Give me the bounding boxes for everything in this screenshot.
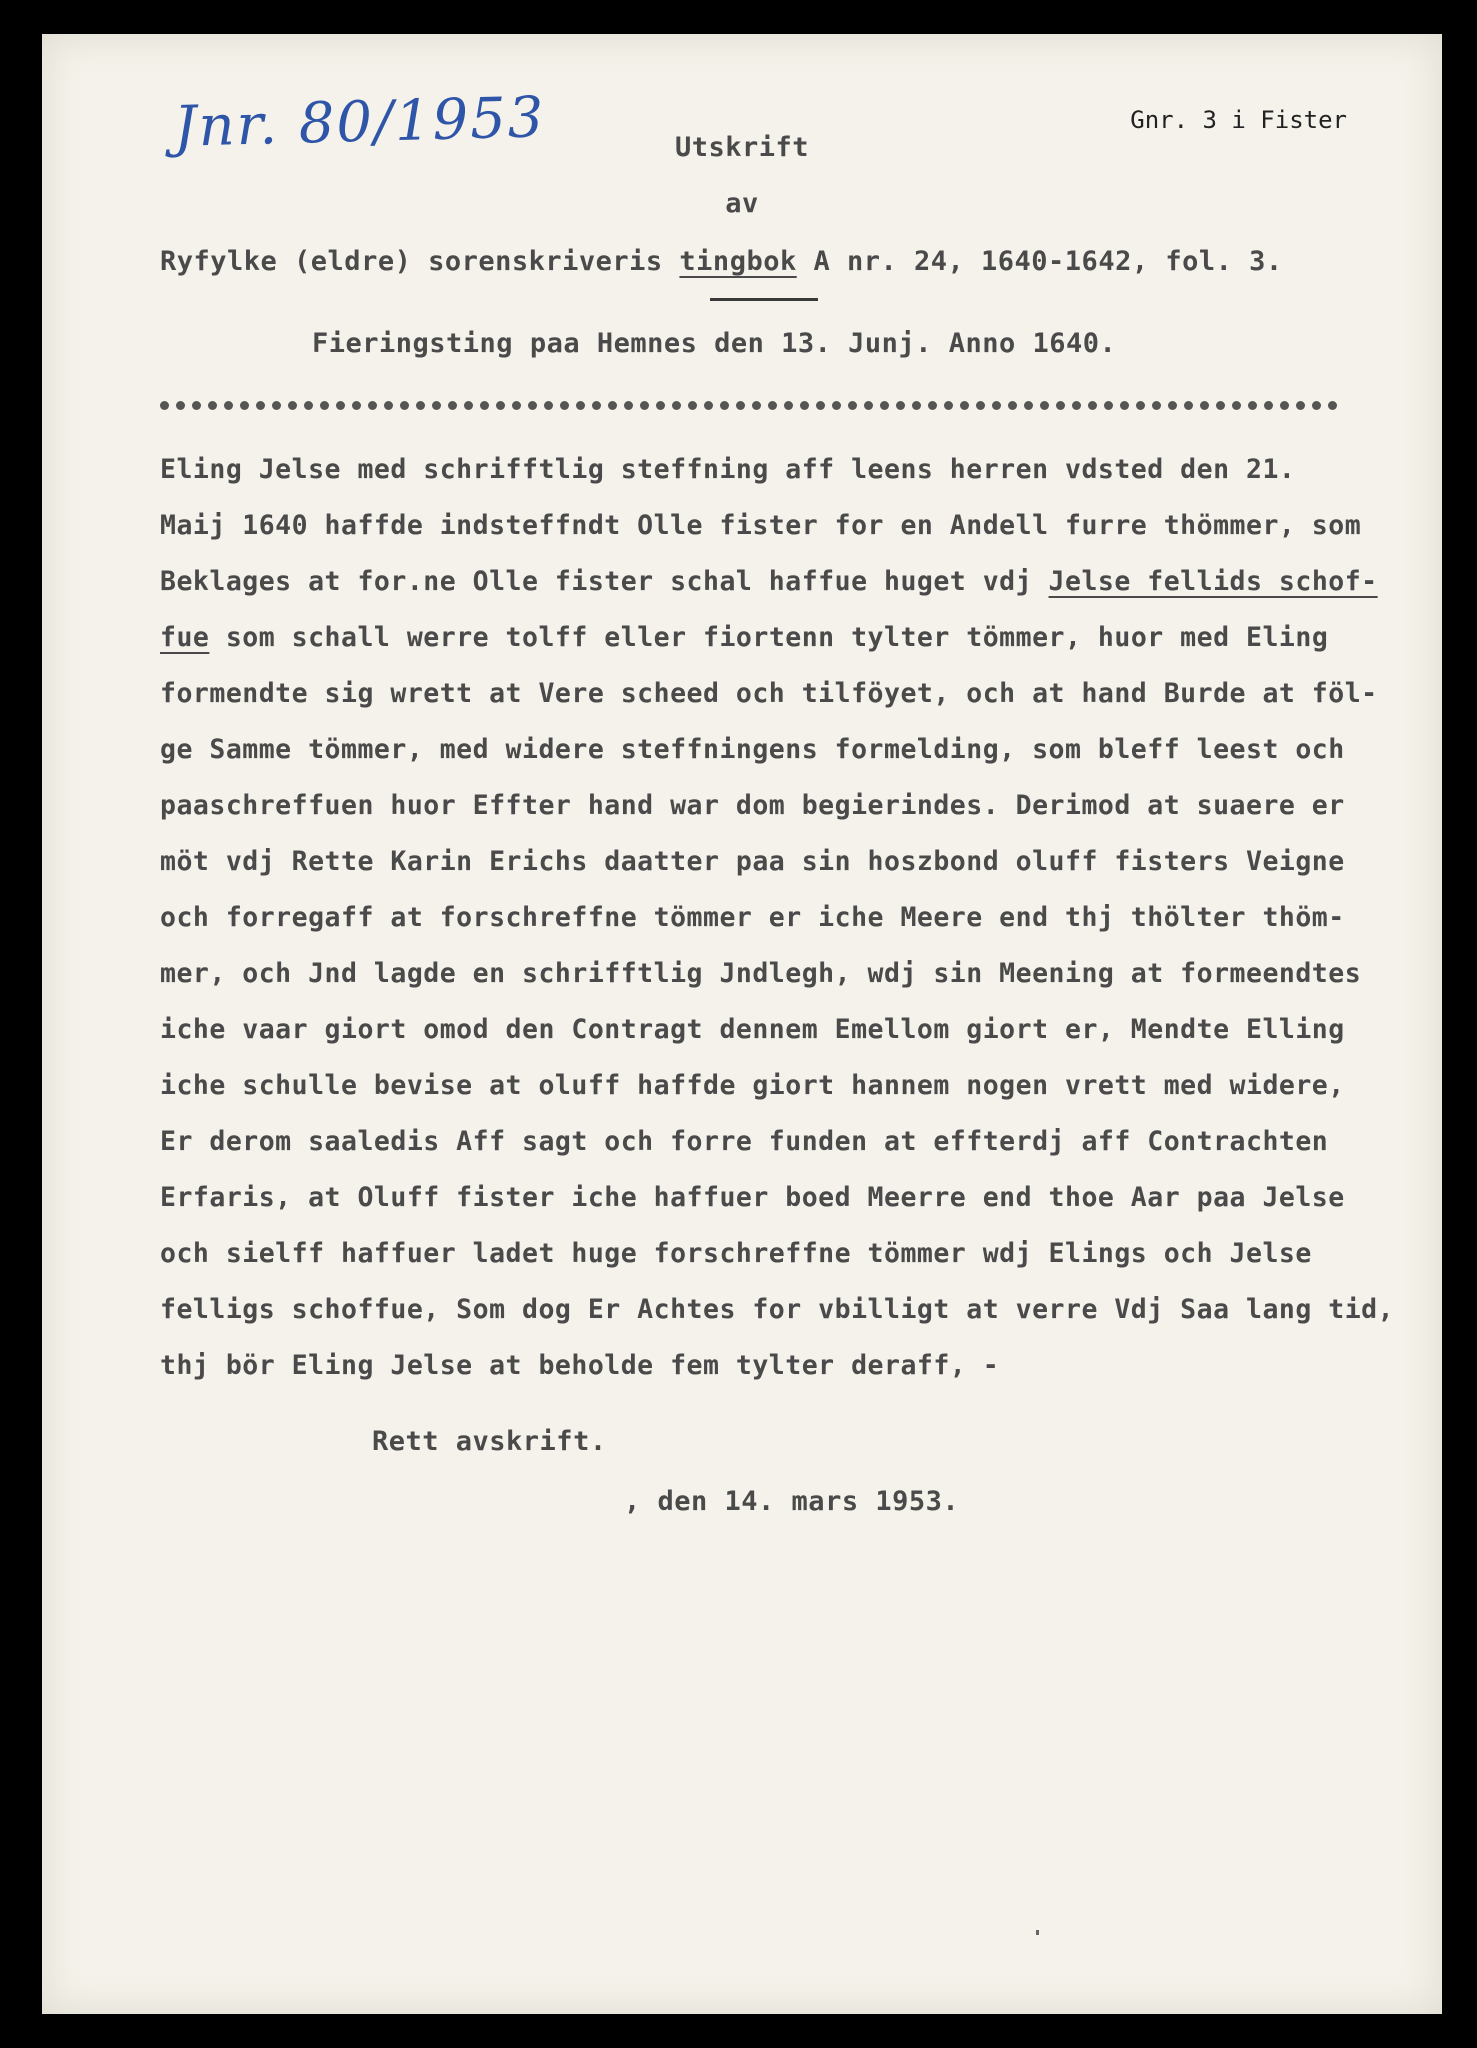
separator-dot [1232, 401, 1241, 410]
body-line: och forregaff at forschreffne tömmer er iche Meere end thj thölter thöm- [160, 902, 1345, 933]
body-line: Er derom saaledis Aff sagt och forre funden at effterdj aff Contrachten [160, 1126, 1329, 1157]
body-line: thj bör Eling Jelse at beholde fem tylter deraff, - [160, 1350, 1000, 1381]
body-line: formendte sig wrett at Vere scheed och tilföyet, och at hand Burde at föl- [160, 678, 1378, 709]
separator-dot [1296, 401, 1305, 410]
body-text: som schall werre tolff eller fiortenn tylter tömmer, huor med Eling [209, 622, 1329, 653]
body-line: felligs schoffue, Som dog Er Achtes for vbilligt at verre Vdj Saa lang tid, [160, 1294, 1395, 1325]
property-reference: Gnr. 3 i Fister [1130, 106, 1347, 134]
separator-dot [736, 401, 745, 410]
separator-dot [384, 401, 393, 410]
document-subtitle: av [725, 188, 759, 219]
separator-dot [576, 401, 585, 410]
separator-dot [512, 401, 521, 410]
separator-dot [464, 401, 473, 410]
separator-dot [1024, 401, 1033, 410]
body-text-underlined: fue [160, 622, 210, 653]
separator-dot [1056, 401, 1065, 410]
body-line: möt vdj Rette Karin Erichs daatter paa sin hoszbond oluff fisters Veigne [160, 846, 1345, 877]
separator-dot [528, 401, 537, 410]
separator-dot [752, 401, 761, 410]
separator-dot [1248, 401, 1257, 410]
separator-dot [992, 401, 1001, 410]
body-line: Maij 1640 haffde indsteffndt Olle fister for en Andell furre thömmer, som [160, 510, 1362, 541]
separator-dot [1328, 401, 1337, 410]
separator-dot [768, 401, 777, 410]
separator-dot [1008, 401, 1017, 410]
separator-dot [224, 401, 233, 410]
separator-dot [864, 401, 873, 410]
separator-dot [784, 401, 793, 410]
body-line [160, 610, 1450, 666]
separator-dot [1280, 401, 1289, 410]
separator-dot [1104, 401, 1113, 410]
separator-dot [160, 401, 169, 410]
separator-dot [896, 401, 905, 410]
session-heading: Fieringsting paa Hemnes den 13. Junj. Anno 1640. [312, 328, 1117, 359]
separator-dot [320, 401, 329, 410]
separator-dot [432, 401, 441, 410]
body-line: paaschreffuen huor Effter hand war dom begierindes. Derimod at suaere er [160, 790, 1345, 821]
body-line: ge Samme tömmer, med widere steffningens formelding, som bleff leest och [160, 734, 1345, 765]
separator-dot [1152, 401, 1161, 410]
separator-dot [928, 401, 937, 410]
separator-dot [496, 401, 505, 410]
separator-dot [976, 401, 985, 410]
separator-dot [256, 401, 265, 410]
separator-dot [1072, 401, 1081, 410]
source-text-underlined: tingbok [679, 246, 797, 277]
separator-dot [720, 401, 729, 410]
separator-dot [832, 401, 841, 410]
separator-dot [688, 401, 697, 410]
separator-dot [448, 401, 457, 410]
separator-dot [672, 401, 681, 410]
certification-date: , den 14. mars 1953. [624, 1486, 960, 1517]
separator-dot [400, 401, 409, 410]
separator-dot [1216, 401, 1225, 410]
separator-dot [560, 401, 569, 410]
separator-dot [544, 401, 553, 410]
separator-dot [624, 401, 633, 410]
separator-dot [848, 401, 857, 410]
body-line: mer, och Jnd lagde en schrifftlig Jndlegh, wdj sin Meening at formeendtes [160, 958, 1362, 989]
separator-dot [208, 401, 217, 410]
separator-dot [352, 401, 361, 410]
document-page [42, 34, 1442, 2014]
separator-dot [1136, 401, 1145, 410]
separator-dash [710, 298, 818, 301]
separator-dot [192, 401, 201, 410]
body-line: och sielff haffuer ladet huge forschreffne tömmer wdj Elings och Jelse [160, 1238, 1312, 1269]
separator-dot [1184, 401, 1193, 410]
separator-dot [912, 401, 921, 410]
separator-dot [608, 401, 617, 410]
paper-speck [1036, 1930, 1039, 1935]
body-text: Beklages at for.ne Olle fister schal haffue huget vdj [160, 566, 1049, 597]
separator-dot [416, 401, 425, 410]
separator-dot [1200, 401, 1209, 410]
separator-dot [1264, 401, 1273, 410]
separator-dot [1088, 401, 1097, 410]
source-reference [160, 246, 1283, 277]
body-line [160, 554, 1450, 610]
dotted-separator [160, 396, 1350, 414]
separator-dot [272, 401, 281, 410]
separator-dot [240, 401, 249, 410]
separator-dot [1120, 401, 1129, 410]
separator-dot [656, 401, 665, 410]
separator-dot [944, 401, 953, 410]
certification-text: Rett avskrift. [372, 1426, 607, 1457]
separator-dot [304, 401, 313, 410]
source-text-end: A nr. 24, 1640-1642, fol. 3. [796, 246, 1283, 277]
document-body [160, 442, 1450, 1394]
separator-dot [288, 401, 297, 410]
separator-dot [704, 401, 713, 410]
body-line: iche vaar giort omod den Contragt dennem Emellom giort er, Mendte Elling [160, 1014, 1345, 1045]
separator-dot [1312, 401, 1321, 410]
body-line: Erfaris, at Oluff fister iche haffuer boed Meerre end thoe Aar paa Jelse [160, 1182, 1345, 1213]
separator-dot [816, 401, 825, 410]
body-line: Eling Jelse med schrifftlig steffning aff leens herren vdsted den 21. [160, 454, 1296, 485]
separator-dot [640, 401, 649, 410]
handwritten-journal-ref: Jnr. 80/1953 [173, 85, 547, 160]
document-title: Utskrift [674, 132, 810, 163]
source-text-start: Ryfylke (eldre) sorenskriveris [160, 246, 680, 277]
separator-dot [480, 401, 489, 410]
separator-dot [960, 401, 969, 410]
body-text-underlined: Jelse fellids schof- [1048, 566, 1378, 597]
separator-dot [880, 401, 889, 410]
separator-dot [368, 401, 377, 410]
separator-dot [1168, 401, 1177, 410]
separator-dot [592, 401, 601, 410]
separator-dot [336, 401, 345, 410]
separator-dot [1040, 401, 1049, 410]
separator-dot [800, 401, 809, 410]
separator-dot [176, 401, 185, 410]
body-line: iche schulle bevise at oluff haffde giort hannem nogen vrett med widere, [160, 1070, 1345, 1101]
